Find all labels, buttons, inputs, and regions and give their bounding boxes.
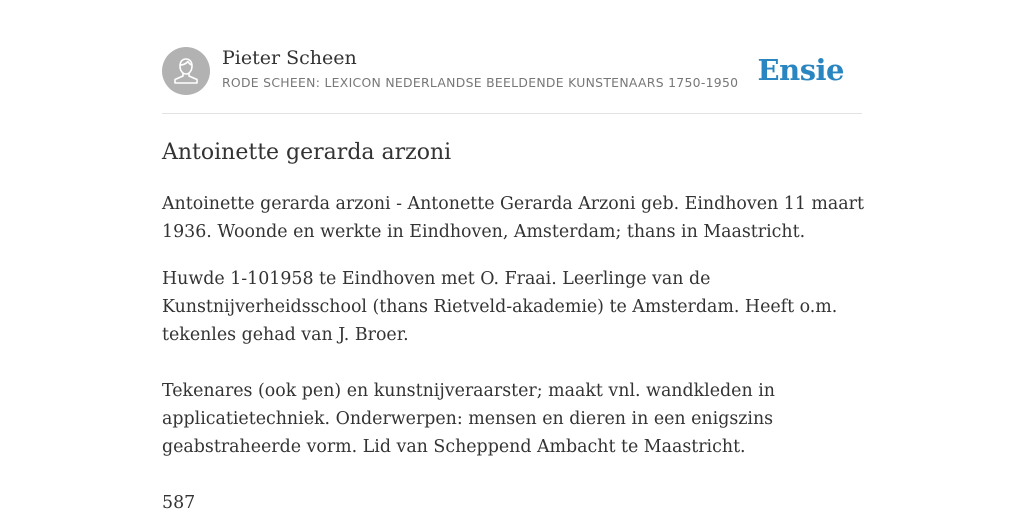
header-divider bbox=[162, 113, 862, 114]
source-title-link[interactable]: RODE SCHEEN: LEXICON NEDERLANDSE BEELDENDE KUNSTENAARS 1750-1950 bbox=[222, 75, 739, 90]
ensie-logo[interactable]: Ensie bbox=[757, 53, 844, 87]
author-avatar[interactable] bbox=[162, 47, 210, 95]
entry-paragraph-3 bbox=[162, 377, 862, 461]
text-line: Huwde 1-101958 te Eindhoven met O. Fraai. Leerlinge van de bbox=[162, 269, 711, 289]
text-line: 1936. Woonde en werkte in Eindhoven, Amsterdam; thans in Maastricht. bbox=[162, 222, 806, 242]
text-line: tekenles gehad van J. Broer. bbox=[162, 325, 409, 345]
entry-paragraph-2 bbox=[162, 265, 862, 349]
author-name-link[interactable]: Pieter Scheen bbox=[222, 47, 357, 69]
text-line: Kunstnijverheidsschool (thans Rietveld-akademie) te Amsterdam. Heeft o.m. bbox=[162, 297, 838, 317]
entry-page-number bbox=[162, 489, 862, 512]
entry-header bbox=[162, 46, 862, 96]
text-line: geabstraheerde vorm. Lid van Scheppend Ambacht te Maastricht. bbox=[162, 437, 746, 457]
text-line: applicatietechniek. Onderwerpen: mensen en dieren in een enigszins bbox=[162, 409, 774, 429]
user-icon bbox=[162, 47, 210, 95]
text-line: Tekenares (ook pen) en kunstnijveraarster; maakt vnl. wandkleden in bbox=[162, 381, 775, 401]
entry-paragraph-1 bbox=[162, 190, 862, 246]
text-line: 587 bbox=[162, 493, 196, 512]
text-line: Antoinette gerarda arzoni - Antonette Gerarda Arzoni geb. Eindhoven 11 maart bbox=[162, 194, 864, 214]
entry-title: Antoinette gerarda arzoni bbox=[162, 140, 452, 165]
